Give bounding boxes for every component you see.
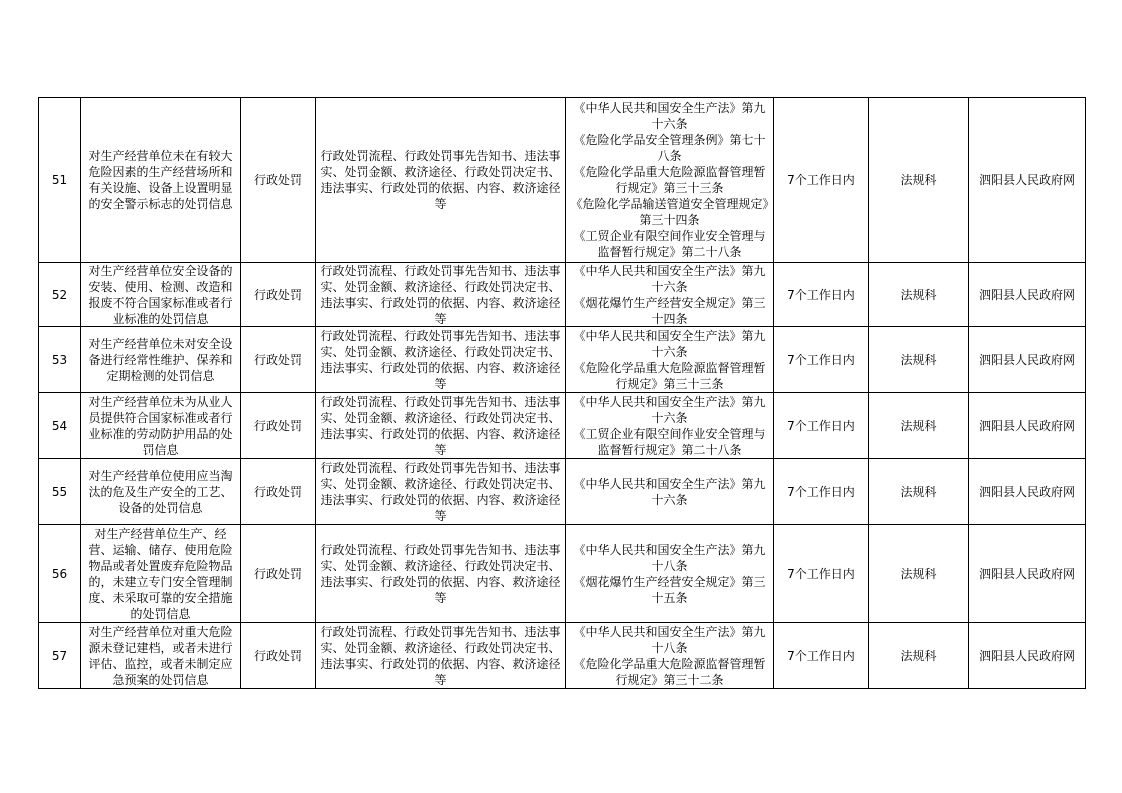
time-limit-text: 7个工作日内 xyxy=(787,484,855,499)
basis-cell xyxy=(566,98,774,263)
channel-text: 泗阳县人民政府网 xyxy=(978,352,1075,367)
row-number-text: 51 xyxy=(51,173,68,187)
channel-text: 泗阳县人民政府网 xyxy=(978,566,1075,581)
time-limit-text: 7个工作日内 xyxy=(787,287,855,302)
content-text: 行政处罚流程、行政处罚事先告知书、违法事实、处罚金额、救济途径、行政处罚决定书、违法事实、行政处罚的依据、内容、救济途径等 xyxy=(320,542,561,605)
disclosure-table xyxy=(38,97,1086,689)
channel-cell xyxy=(969,623,1086,689)
category-cell xyxy=(241,263,316,327)
basis-cell xyxy=(566,459,774,525)
item-name-text: 对生产经营单位安全设备的安装、使用、检测、改造和报废不符合国家标准或者行业标准的处罚信息 xyxy=(88,263,233,326)
channel-cell xyxy=(969,393,1086,459)
item-name-text: 对生产经营单位生产、经营、运输、储存、使用危险物品或者处置废弃危险物品的，未建立专门安全管理制度、未采取可靠的安全措施的处罚信息 xyxy=(88,526,233,621)
department-text: 法规科 xyxy=(900,566,937,581)
content-cell xyxy=(316,525,566,623)
row-number-cell xyxy=(39,525,81,623)
content-text: 行政处罚流程、行政处罚事先告知书、违法事实、处罚金额、救济途径、行政处罚决定书、违法事实、行政处罚的依据、内容、救济途径等 xyxy=(320,328,561,391)
channel-text: 泗阳县人民政府网 xyxy=(978,287,1075,302)
row-number-cell xyxy=(39,459,81,525)
legal-basis-item: 《中华人民共和国安全生产法》第九十六条 xyxy=(573,328,766,359)
item-name-text: 对生产经营单位未在有较大危险因素的生产经营场所和有关设施、设备上设置明显的安全警示标志的处罚信息 xyxy=(88,149,233,211)
content-text: 行政处罚流程、行政处罚事先告知书、违法事实、处罚金额、救济途径、行政处罚决定书、违法事实、行政处罚的依据、内容、救济途径等 xyxy=(320,460,561,523)
content-cell xyxy=(316,393,566,459)
content-text: 行政处罚流程、行政处罚事先告知书、违法事实、处罚金额、救济途径、行政处罚决定书、违法事实、行政处罚的依据、内容、救济途径等 xyxy=(320,394,561,457)
category-text: 行政处罚 xyxy=(253,418,302,433)
legal-basis-item: 《烟花爆竹生产经营安全规定》第三十四条 xyxy=(573,295,766,326)
category-text: 行政处罚 xyxy=(253,648,302,663)
time-limit-cell xyxy=(774,327,869,393)
item-name-cell xyxy=(81,98,241,263)
row-number-cell xyxy=(39,98,81,263)
basis-cell xyxy=(566,263,774,327)
channel-text: 泗阳县人民政府网 xyxy=(978,484,1075,499)
channel-text: 泗阳县人民政府网 xyxy=(978,418,1075,433)
table-row xyxy=(39,263,1086,327)
department-text: 法规科 xyxy=(900,484,937,499)
department-text: 法规科 xyxy=(900,648,937,663)
legal-basis-item: 《中华人民共和国安全生产法》第九十八条 xyxy=(573,542,766,573)
legal-basis-item: 《烟花爆竹生产经营安全规定》第三十五条 xyxy=(573,574,766,605)
content-cell xyxy=(316,263,566,327)
department-text: 法规科 xyxy=(900,418,937,433)
time-limit-text: 7个工作日内 xyxy=(787,648,855,663)
time-limit-text: 7个工作日内 xyxy=(787,566,855,581)
time-limit-text: 7个工作日内 xyxy=(787,352,855,367)
channel-cell xyxy=(969,263,1086,327)
legal-basis-item: 《中华人民共和国安全生产法》第九十六条 xyxy=(573,394,766,425)
row-number-text: 54 xyxy=(51,418,68,433)
legal-basis-item: 《危险化学品安全管理条例》第七十八条 xyxy=(573,133,766,163)
basis-cell xyxy=(566,393,774,459)
item-name-cell xyxy=(81,263,241,327)
basis-cell xyxy=(566,623,774,689)
time-limit-cell xyxy=(774,459,869,525)
row-number-text: 57 xyxy=(51,648,68,663)
channel-cell xyxy=(969,98,1086,263)
legal-basis-item: 《危险化学品重大危险源监督管理暂行规定》第三十三条 xyxy=(573,165,766,195)
channel-cell xyxy=(969,525,1086,623)
legal-basis-item: 《中华人民共和国安全生产法》第九十八条 xyxy=(573,624,766,655)
content-cell xyxy=(316,623,566,689)
department-text: 法规科 xyxy=(900,352,937,367)
item-name-text: 对生产经营单位使用应当淘汰的危及生产安全的工艺、设备的处罚信息 xyxy=(88,468,233,515)
content-cell xyxy=(316,98,566,263)
table-row xyxy=(39,525,1086,623)
time-limit-text: 7个工作日内 xyxy=(787,418,855,433)
department-cell xyxy=(869,525,969,623)
row-number-cell xyxy=(39,393,81,459)
channel-text: 泗阳县人民政府网 xyxy=(978,173,1075,187)
department-cell xyxy=(869,459,969,525)
item-name-cell xyxy=(81,393,241,459)
legal-basis-item: 《中华人民共和国安全生产法》第九十六条 xyxy=(573,101,766,131)
item-name-text: 对生产经营单位未为从业人员提供符合国家标准或者行业标准的劳动防护用品的处罚信息 xyxy=(88,394,233,457)
legal-basis-item: 《工贸企业有限空间作业安全管理与监督暂行规定》第二十八条 xyxy=(573,229,766,259)
row-number-text: 52 xyxy=(51,287,68,302)
category-text: 行政处罚 xyxy=(253,352,302,367)
content-text: 行政处罚流程、行政处罚事先告知书、违法事实、处罚金额、救济途径、行政处罚决定书、违法事实、行政处罚的依据、内容、救济途径等 xyxy=(320,149,561,211)
row-number-cell xyxy=(39,263,81,327)
legal-basis-item: 《危险化学品重大危险源监督管理暂行规定》第三十三条 xyxy=(573,360,766,391)
department-cell xyxy=(869,263,969,327)
table-row xyxy=(39,327,1086,393)
item-name-cell xyxy=(81,525,241,623)
department-text: 法规科 xyxy=(900,173,937,187)
legal-basis-item: 《危险化学品输送管道安全管理规定》第三十四条 xyxy=(570,197,769,227)
legal-basis-item: 《工贸企业有限空间作业安全管理与监督暂行规定》第二十八条 xyxy=(573,426,766,457)
item-name-cell xyxy=(81,623,241,689)
category-text: 行政处罚 xyxy=(253,287,302,302)
content-cell xyxy=(316,459,566,525)
content-cell xyxy=(316,327,566,393)
legal-basis-item: 《危险化学品重大危险源监督管理暂行规定》第三十二条 xyxy=(573,656,766,687)
category-text: 行政处罚 xyxy=(253,173,302,187)
category-cell xyxy=(241,327,316,393)
content-text: 行政处罚流程、行政处罚事先告知书、违法事实、处罚金额、救济途径、行政处罚决定书、违法事实、行政处罚的依据、内容、救济途径等 xyxy=(320,263,561,326)
table-row xyxy=(39,393,1086,459)
row-number-text: 56 xyxy=(51,566,68,581)
time-limit-cell xyxy=(774,263,869,327)
row-number-text: 55 xyxy=(51,484,68,499)
time-limit-cell xyxy=(774,393,869,459)
row-number-text: 53 xyxy=(51,352,68,367)
table-body xyxy=(39,98,1086,689)
time-limit-cell xyxy=(774,98,869,263)
item-name-cell xyxy=(81,459,241,525)
legal-basis-item: 《中华人民共和国安全生产法》第九十六条 xyxy=(573,263,766,294)
content-text: 行政处罚流程、行政处罚事先告知书、违法事实、处罚金额、救济途径、行政处罚决定书、违法事实、行政处罚的依据、内容、救济途径等 xyxy=(320,624,561,687)
time-limit-cell xyxy=(774,525,869,623)
category-cell xyxy=(241,623,316,689)
table-row xyxy=(39,98,1086,263)
basis-cell xyxy=(566,327,774,393)
table-row xyxy=(39,459,1086,525)
department-cell xyxy=(869,327,969,393)
category-cell xyxy=(241,459,316,525)
category-cell xyxy=(241,393,316,459)
time-limit-text: 7个工作日内 xyxy=(787,173,855,187)
row-number-cell xyxy=(39,327,81,393)
item-name-text: 对生产经营单位未对安全设备进行经常性维护、保养和定期检测的处罚信息 xyxy=(88,336,233,383)
category-cell xyxy=(241,525,316,623)
channel-cell xyxy=(969,459,1086,525)
category-text: 行政处罚 xyxy=(253,566,302,581)
category-text: 行政处罚 xyxy=(253,484,302,499)
department-text: 法规科 xyxy=(900,287,937,302)
channel-text: 泗阳县人民政府网 xyxy=(978,648,1075,663)
row-number-cell xyxy=(39,623,81,689)
item-name-cell xyxy=(81,327,241,393)
category-cell xyxy=(241,98,316,263)
department-cell xyxy=(869,623,969,689)
basis-cell xyxy=(566,525,774,623)
legal-basis-item: 《中华人民共和国安全生产法》第九十六条 xyxy=(573,476,766,507)
department-cell xyxy=(869,98,969,263)
time-limit-cell xyxy=(774,623,869,689)
channel-cell xyxy=(969,327,1086,393)
table-row xyxy=(39,623,1086,689)
item-name-text: 对生产经营单位对重大危险源未登记建档，或者未进行评估、监控，或者未制定应急预案的处罚信息 xyxy=(88,624,233,687)
department-cell xyxy=(869,393,969,459)
